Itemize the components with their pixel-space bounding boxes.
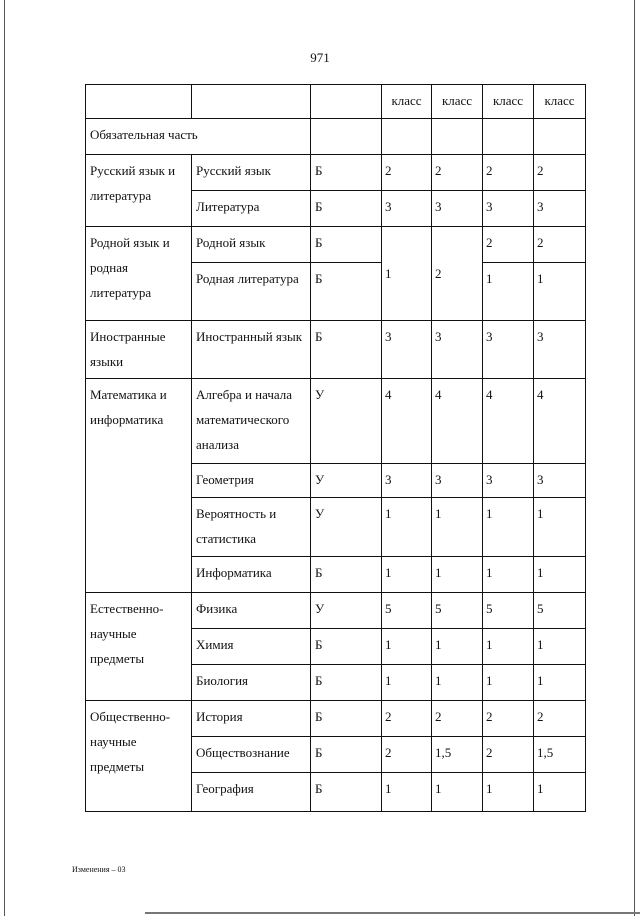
hours-cell: 1 [534, 665, 586, 701]
hours-cell: 3 [483, 464, 534, 498]
hours-cell: 1 [483, 263, 534, 321]
table-row [86, 227, 586, 263]
hours-cell: 1 [432, 773, 483, 812]
hours-cell: 3 [483, 321, 534, 379]
header-cell-level [311, 85, 382, 119]
hours-cell: 4 [483, 379, 534, 464]
level-cell: Б [311, 557, 382, 593]
table-row [86, 155, 586, 191]
mandatory-label: Обязательная часть [86, 119, 311, 155]
subject-name: Родной язык [192, 227, 311, 263]
hours-cell: 1 [483, 629, 534, 665]
hours-cell: 1 [534, 263, 586, 321]
hours-cell: 1 [534, 773, 586, 812]
area-foreign: Иностранные языки [86, 321, 192, 379]
page-border-bottom [145, 912, 640, 914]
level-cell: Б [311, 737, 382, 773]
level-cell: У [311, 498, 382, 557]
subject-name: Физика [192, 593, 311, 629]
hours-cell: 1 [382, 665, 432, 701]
header-cell-class: класс [382, 85, 432, 119]
hours-cell-merged: 1 [382, 227, 432, 321]
hours-cell: 1 [432, 498, 483, 557]
hours-cell: 2 [534, 227, 586, 263]
page-border-left [4, 0, 5, 916]
hours-cell: 1 [534, 498, 586, 557]
hours-cell: 3 [534, 464, 586, 498]
subject-name: Геометрия [192, 464, 311, 498]
subject-name: Литература [192, 191, 311, 227]
table-cell [432, 119, 483, 155]
subject-name: Алгебра и начала математического анализа [192, 379, 311, 464]
hours-cell: 5 [534, 593, 586, 629]
hours-cell: 2 [382, 737, 432, 773]
level-cell: Б [311, 321, 382, 379]
hours-cell: 1 [534, 629, 586, 665]
level-cell: Б [311, 191, 382, 227]
curriculum-table [85, 84, 586, 812]
subject-name: Русский язык [192, 155, 311, 191]
table-row [86, 593, 586, 629]
subject-name: Обществознание [192, 737, 311, 773]
hours-cell: 1 [483, 498, 534, 557]
hours-cell: 2 [382, 701, 432, 737]
header-cell-class: класс [483, 85, 534, 119]
subject-name: Химия [192, 629, 311, 665]
hours-cell: 1 [432, 629, 483, 665]
hours-cell: 2 [534, 155, 586, 191]
page-border-right [634, 0, 635, 916]
level-cell: Б [311, 629, 382, 665]
hours-cell: 2 [483, 155, 534, 191]
level-cell: У [311, 464, 382, 498]
hours-cell: 2 [483, 701, 534, 737]
hours-cell: 2 [483, 227, 534, 263]
hours-cell: 3 [534, 321, 586, 379]
hours-cell: 1 [382, 557, 432, 593]
area-russian: Русский язык и литература [86, 155, 192, 227]
hours-cell: 5 [432, 593, 483, 629]
hours-cell: 1 [432, 665, 483, 701]
level-cell: Б [311, 227, 382, 263]
hours-cell: 3 [382, 464, 432, 498]
table-cell [382, 119, 432, 155]
subject-name: Родная литература [192, 263, 311, 321]
hours-cell: 1,5 [432, 737, 483, 773]
hours-cell: 1 [382, 773, 432, 812]
mandatory-row [86, 119, 586, 155]
subject-name: Иностранный язык [192, 321, 311, 379]
footer-note: Изменения – 03 [72, 865, 126, 874]
hours-cell: 5 [483, 593, 534, 629]
area-social: Общественно-научные предметы [86, 701, 192, 812]
level-cell: Б [311, 773, 382, 812]
hours-cell: 2 [483, 737, 534, 773]
level-cell: Б [311, 155, 382, 191]
hours-cell: 4 [534, 379, 586, 464]
hours-cell: 4 [432, 379, 483, 464]
hours-cell: 1 [534, 557, 586, 593]
table-row [86, 701, 586, 737]
subject-name: История [192, 701, 311, 737]
table-cell [311, 119, 382, 155]
hours-cell: 4 [382, 379, 432, 464]
hours-cell: 3 [483, 191, 534, 227]
header-cell-subject [192, 85, 311, 119]
hours-cell: 1 [432, 557, 483, 593]
header-cell-class: класс [534, 85, 586, 119]
hours-cell-merged: 2 [432, 227, 483, 321]
header-cell-area [86, 85, 192, 119]
level-cell: У [311, 593, 382, 629]
hours-cell: 1 [483, 773, 534, 812]
area-math: Математика и информатика [86, 379, 192, 593]
subject-name: Информатика [192, 557, 311, 593]
hours-cell: 5 [382, 593, 432, 629]
table-cell [534, 119, 586, 155]
subject-name: Вероятность и статистика [192, 498, 311, 557]
level-cell: У [311, 379, 382, 464]
area-native: Родной язык и родная литература [86, 227, 192, 321]
table-row [86, 321, 586, 379]
hours-cell: 1,5 [534, 737, 586, 773]
level-cell: Б [311, 263, 382, 321]
level-cell: Б [311, 665, 382, 701]
hours-cell: 1 [483, 665, 534, 701]
hours-cell: 2 [432, 701, 483, 737]
hours-cell: 3 [432, 321, 483, 379]
hours-cell: 3 [382, 321, 432, 379]
hours-cell: 3 [534, 191, 586, 227]
hours-cell: 2 [534, 701, 586, 737]
hours-cell: 2 [382, 155, 432, 191]
level-cell: Б [311, 701, 382, 737]
subject-name: География [192, 773, 311, 812]
hours-cell: 1 [382, 629, 432, 665]
page-number: 971 [310, 50, 330, 65]
hours-cell: 1 [382, 498, 432, 557]
header-cell-class: класс [432, 85, 483, 119]
subject-name: Биология [192, 665, 311, 701]
hours-cell: 3 [432, 191, 483, 227]
hours-cell: 2 [432, 155, 483, 191]
hours-cell: 1 [483, 557, 534, 593]
table-row [86, 379, 586, 464]
table-cell [483, 119, 534, 155]
area-science: Естественно-научные предметы [86, 593, 192, 701]
header-row [86, 85, 586, 119]
hours-cell: 3 [432, 464, 483, 498]
hours-cell: 3 [382, 191, 432, 227]
